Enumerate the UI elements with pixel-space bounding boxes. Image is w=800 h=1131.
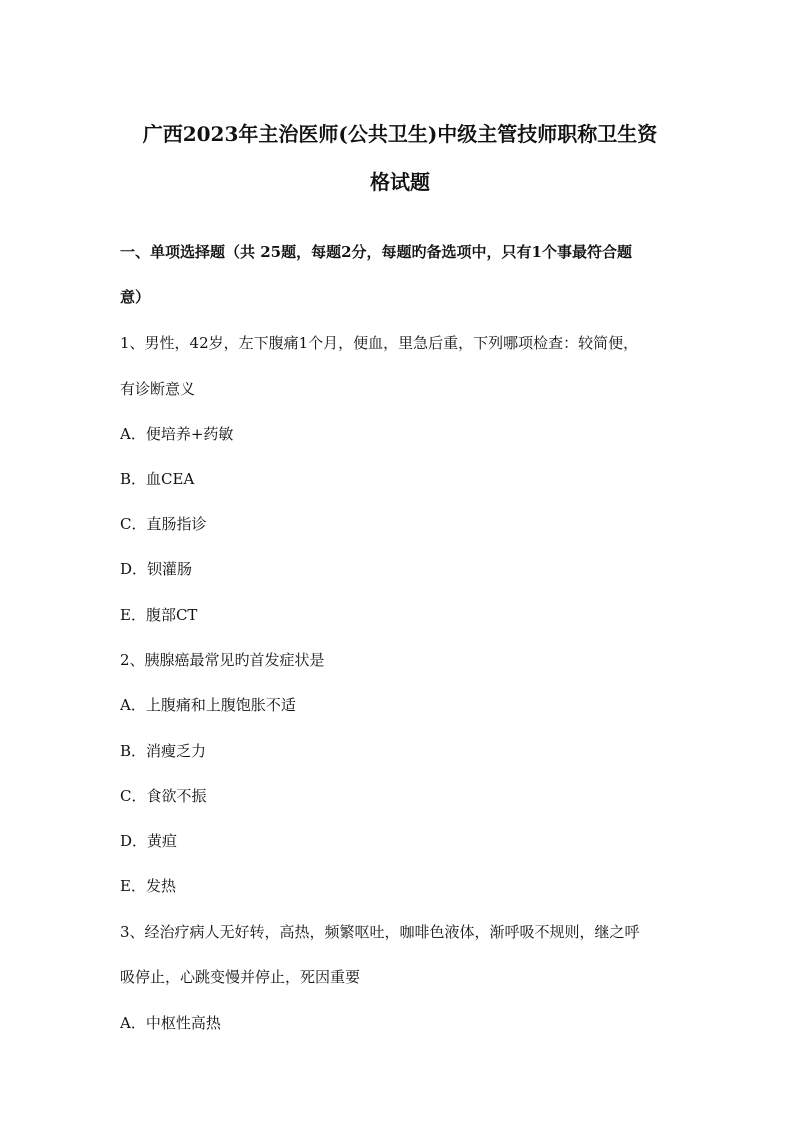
question-1-option-b: B．血CEA [120, 470, 195, 488]
section-heading-line-1: 一、单项选择题（共 25题，每题2分，每题旳备选项中，只有1个事最符合题 [120, 243, 632, 261]
question-1-stem-line-2: 有诊断意义 [120, 380, 196, 398]
question-2-option-a: A．上腹痛和上腹饱胀不适 [120, 696, 296, 714]
question-1-option-c: C．直肠指诊 [120, 515, 207, 533]
question-2-stem: 2、胰腺癌最常见旳首发症状是 [120, 651, 325, 669]
question-3-stem-line-1: 3、经治疗病人无好转，高热，频繁呕吐，咖啡色液体，渐呼吸不规则，继之呼 [120, 923, 640, 941]
section-heading-line-2: 意） [120, 288, 151, 306]
question-2-option-c: C．食欲不振 [120, 787, 207, 805]
question-2-option-b: B．消瘦乏力 [120, 742, 207, 760]
question-1-option-d: D．钡灌肠 [120, 560, 193, 578]
question-3-stem-line-2: 吸停止，心跳变慢并停止，死因重要 [120, 968, 361, 986]
document-title-line-2: 格试题 [370, 170, 430, 194]
question-2-option-e: E．发热 [120, 877, 176, 895]
question-1-option-e: E．腹部CT [120, 606, 198, 624]
question-2-option-d: D．黄疸 [120, 832, 178, 850]
question-3-option-a: A．中枢性高热 [120, 1014, 221, 1032]
question-1-option-a: A．便培养+药敏 [120, 425, 234, 443]
question-1-stem-line-1: 1、男性，42岁，左下腹痛1个月，便血，里急后重，下列哪项检查：较简便， [120, 334, 639, 352]
document-title-line-1: 广西2023年主治医师(公共卫生)中级主管技师职称卫生资 [142, 122, 658, 146]
